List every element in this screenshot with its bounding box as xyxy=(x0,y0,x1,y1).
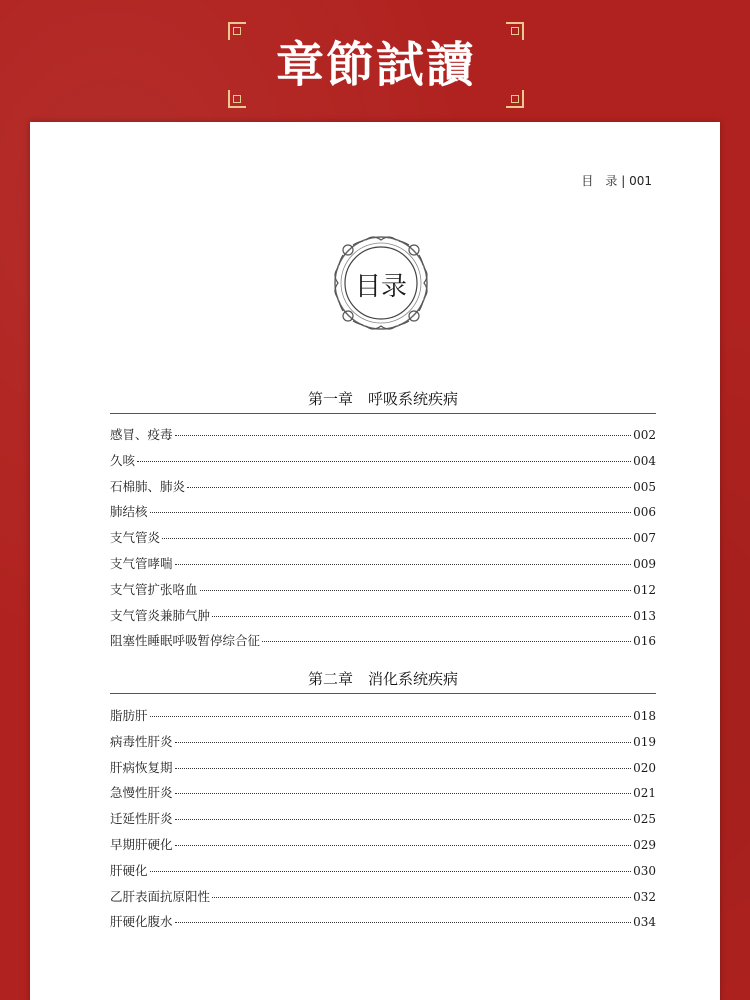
contents-emblem xyxy=(328,230,434,336)
toc-entry-page: 013 xyxy=(633,608,656,623)
chapter-heading xyxy=(110,668,656,694)
chapter-title: 第一章 呼吸系统疾病 xyxy=(307,390,458,408)
chapter-heading xyxy=(110,388,656,414)
toc-entry-title: 病毒性肝炎 xyxy=(110,733,173,749)
chapter-title: 第二章 消化系统疾病 xyxy=(307,670,458,688)
toc-entry[interactable] xyxy=(110,912,656,938)
toc-entry-page: 032 xyxy=(633,889,656,904)
dot-leader xyxy=(175,819,632,820)
toc-list xyxy=(110,425,656,657)
dot-leader xyxy=(187,487,631,488)
toc-entry[interactable] xyxy=(110,887,656,913)
dot-leader xyxy=(200,590,632,591)
toc-entry[interactable] xyxy=(110,631,656,657)
toc-entry[interactable] xyxy=(110,554,656,580)
dot-leader xyxy=(175,793,632,794)
toc-entry-page: 012 xyxy=(633,582,656,597)
toc-entry-page: 030 xyxy=(633,863,656,878)
toc-entry[interactable] xyxy=(110,809,656,835)
toc-entry[interactable] xyxy=(110,502,656,528)
toc-entry-title: 肝病恢复期 xyxy=(110,759,173,775)
dot-leader xyxy=(175,922,632,923)
toc-entry-title: 脂肪肝 xyxy=(110,708,148,723)
toc-entry-page: 004 xyxy=(633,453,656,468)
toc-entry-page: 016 xyxy=(633,634,656,649)
book-page xyxy=(30,122,720,1000)
toc-entry-page: 006 xyxy=(633,505,656,520)
toc-entry[interactable] xyxy=(110,758,656,784)
toc-entry-page: 007 xyxy=(633,531,656,546)
toc-entry-page: 029 xyxy=(633,837,656,852)
toc-entry-title: 感冒、疫毒 xyxy=(110,427,173,442)
toc-entry-title: 急慢性肝炎 xyxy=(110,785,173,801)
dot-leader xyxy=(162,538,631,539)
dot-leader xyxy=(175,564,632,565)
toc-entry[interactable] xyxy=(110,425,656,451)
dot-leader xyxy=(175,435,632,436)
toc-entry-title: 支气管炎 xyxy=(110,530,161,546)
toc-entry-title: 石棉肺、肺炎 xyxy=(110,478,186,494)
banner-title: 章節試讀 xyxy=(275,37,476,93)
dot-leader xyxy=(150,716,632,717)
toc-entry-page: 021 xyxy=(633,786,656,801)
toc-entry-title: 肺结核 xyxy=(110,504,148,520)
dot-leader xyxy=(212,897,631,898)
toc-entry-page: 020 xyxy=(633,760,656,775)
toc-entry-title: 迁延性肝炎 xyxy=(110,811,173,827)
running-head: 目 录 | 001 xyxy=(581,174,652,188)
toc-entry-title: 支气管扩张咯血 xyxy=(110,581,198,597)
toc-entry-title: 肝硬化 xyxy=(110,862,148,878)
toc-entry[interactable] xyxy=(110,477,656,503)
toc-entry[interactable] xyxy=(110,451,656,477)
chapter-preview-banner xyxy=(228,22,524,108)
toc-entry-page: 034 xyxy=(633,915,656,930)
toc-entry-title: 乙肝表面抗原阳性 xyxy=(110,888,211,904)
toc-entry-page: 005 xyxy=(633,479,656,494)
toc-entry[interactable] xyxy=(110,835,656,861)
toc-entry-page: 018 xyxy=(633,709,656,723)
toc-entry[interactable] xyxy=(110,606,656,632)
dot-leader xyxy=(150,871,632,872)
toc-entry-title: 支气管炎兼肺气肿 xyxy=(110,607,211,623)
dot-leader xyxy=(175,742,632,743)
dot-leader xyxy=(175,845,632,846)
toc-entry-title: 阻塞性睡眠呼吸暂停综合征 xyxy=(110,633,261,649)
toc-entry-title: 早期肝硬化 xyxy=(110,836,173,852)
toc-entry[interactable] xyxy=(110,706,656,732)
toc-entry-page: 002 xyxy=(633,428,656,442)
contents-heading: 目录 xyxy=(354,272,407,302)
toc-entry[interactable] xyxy=(110,528,656,554)
dot-leader xyxy=(137,461,631,462)
toc-entry-title: 支气管哮喘 xyxy=(110,555,173,571)
toc-entry-page: 009 xyxy=(633,556,656,571)
toc-entry-title: 久咳 xyxy=(110,452,136,468)
dot-leader xyxy=(212,616,631,617)
toc-entry-title: 肝硬化腹水 xyxy=(110,914,173,930)
toc-entry-page: 019 xyxy=(633,734,656,749)
dot-leader xyxy=(150,512,632,513)
toc-entry[interactable] xyxy=(110,861,656,887)
dot-leader xyxy=(175,768,632,769)
toc-entry[interactable] xyxy=(110,783,656,809)
toc-entry[interactable] xyxy=(110,580,656,606)
toc-entry[interactable] xyxy=(110,732,656,758)
toc-entry-page: 025 xyxy=(633,812,656,827)
toc-list xyxy=(110,706,656,938)
dot-leader xyxy=(262,641,631,642)
